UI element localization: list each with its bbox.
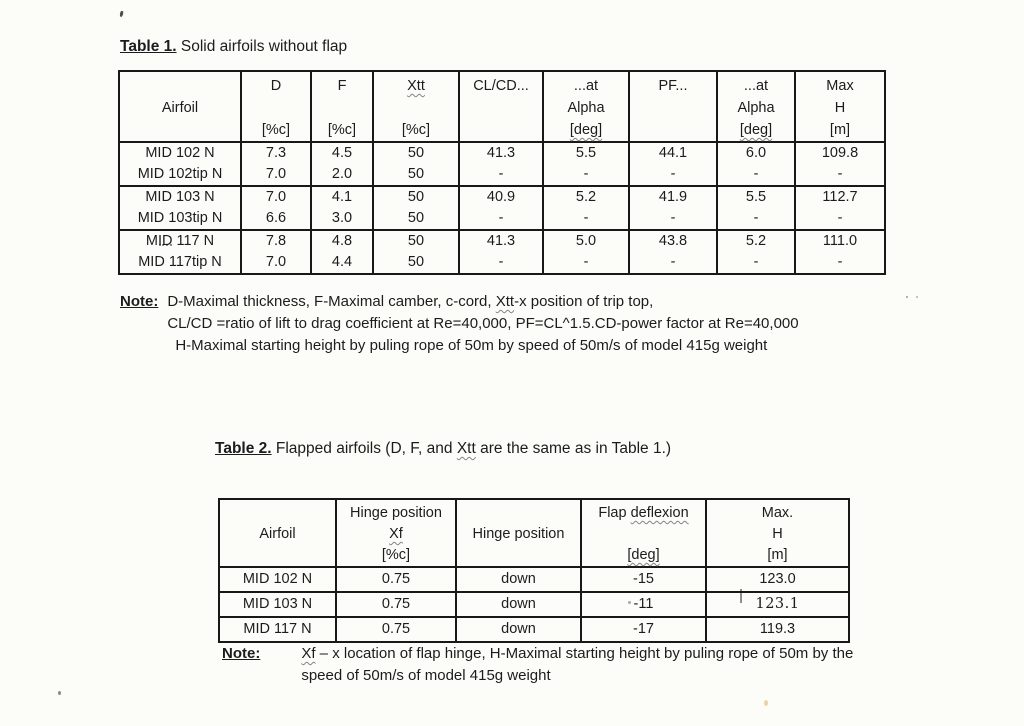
table1-caption: Solid airfoils without flap <box>176 38 348 55</box>
note1-text <box>167 291 798 357</box>
table1-group-102 <box>119 142 885 186</box>
column-header-airfoil: Airfoil <box>161 100 199 116</box>
table1-solid-airfoils <box>118 70 886 275</box>
table-cell: - <box>717 252 795 274</box>
table1-label: Table 1. <box>120 38 177 55</box>
table-cell: 43.8 <box>629 230 717 252</box>
table-cell: 44.1 <box>629 142 717 164</box>
table-cell: - <box>543 252 629 274</box>
note1-line-1: D-Maximal thickness, F-Maximal camber, c-cord, Xtt-x position of trip top, <box>167 293 654 310</box>
table-row <box>219 617 849 642</box>
table2-flapped-airfoils <box>218 498 850 643</box>
table-cell: 6.6 <box>241 208 311 230</box>
cell-airfoil: MID 102 N <box>145 145 215 161</box>
table-cell: 7.0 <box>241 164 311 186</box>
note2 <box>222 643 853 687</box>
cell-airfoil: MID 103 N <box>242 596 313 612</box>
table-cell: 5.2 <box>717 230 795 252</box>
table-cell: 3.0 <box>311 208 373 230</box>
table-cell: - <box>543 208 629 230</box>
table-cell: 2.0 <box>311 164 373 186</box>
cell-airfoil: MID 117 N <box>243 621 312 637</box>
cell-handwritten-correction: 123.1 <box>706 592 849 617</box>
table-cell: 50 <box>373 230 459 252</box>
table-cell: 7.0 <box>241 186 311 208</box>
table-cell: 7.0 <box>241 252 311 274</box>
table-cell: 109.8 <box>795 142 885 164</box>
note2-text <box>301 643 853 687</box>
column-header-hinge-position: Hinge position <box>456 499 581 567</box>
column-header-max-h: Max H [m] <box>795 71 885 142</box>
column-header-airfoil: Airfoil <box>259 526 296 542</box>
table-row <box>119 164 885 186</box>
table-cell: down <box>456 592 581 617</box>
table1-group-103 <box>119 186 885 230</box>
table-cell: 4.8 <box>311 230 373 252</box>
note2-line-1: Xf – x location of flap hinge, H-Maximal starting height by puling rope of 50m by the <box>301 645 854 662</box>
table-cell: - <box>459 252 543 274</box>
table-cell: -15 <box>581 567 706 592</box>
note2-label: Note: <box>222 645 261 662</box>
table-cell: - <box>543 164 629 186</box>
table-cell: 41.9 <box>629 186 717 208</box>
table-cell: - <box>717 208 795 230</box>
table-cell: - <box>795 252 885 274</box>
table-cell: 5.2 <box>543 186 629 208</box>
table-cell: - <box>629 164 717 186</box>
table-cell: 112.7 <box>795 186 885 208</box>
table-cell: 111.0 <box>795 230 885 252</box>
table-cell: 50 <box>373 208 459 230</box>
table-cell: -17 <box>581 617 706 642</box>
table-cell: - <box>795 208 885 230</box>
table-row <box>119 230 885 252</box>
column-header-hinge-xf: Hinge position Xf [%c] <box>336 499 456 567</box>
table-row <box>119 252 885 274</box>
scan-artifact-dots <box>905 295 921 299</box>
note1-label: Note: <box>120 293 159 310</box>
column-header-at-alpha-1: ...at Alpha [deg] <box>543 71 629 142</box>
note1 <box>120 291 799 357</box>
cell-airfoil: MID 103 N <box>145 189 215 205</box>
scan-artifact-speck <box>764 700 768 706</box>
table-cell: - <box>717 164 795 186</box>
table1-group-117 <box>119 230 885 274</box>
table-cell: down <box>456 567 581 592</box>
table-cell: 4.5 <box>311 142 373 164</box>
table-cell: - <box>459 164 543 186</box>
table1-title <box>120 38 347 56</box>
table2-title: Table 2. Flapped airfoils (D, F, and Xtt are the same as in Table 1.) <box>215 440 672 457</box>
table-cell: 6.0 <box>717 142 795 164</box>
table-cell: 50 <box>373 186 459 208</box>
table-cell: 5.5 <box>717 186 795 208</box>
scan-artifact-speck <box>58 691 61 695</box>
table-cell: 4.4 <box>311 252 373 274</box>
table-cell: 123.0 <box>706 567 849 592</box>
table-cell: 50 <box>373 142 459 164</box>
table-cell: - <box>795 164 885 186</box>
table-cell: 50 <box>373 252 459 274</box>
column-header-at-alpha-2: ...at Alpha [deg] <box>717 71 795 142</box>
table2-header <box>219 499 849 567</box>
cell-airfoil: MID 117tip N <box>138 254 222 270</box>
table1-header <box>119 71 885 142</box>
table-cell: 4.1 <box>311 186 373 208</box>
column-header-f: F [%c] <box>311 71 373 142</box>
note1-line-3: H-Maximal starting height by puling rope of 50m by speed of 50m/s of model 415g weight <box>175 337 768 354</box>
table-row <box>119 186 885 208</box>
column-header-xtt: Xtt [%c] <box>373 71 459 142</box>
table-cell: 7.8 <box>241 230 311 252</box>
column-header-clcd: CL/CD... <box>459 71 543 142</box>
column-header-pf: PF... <box>629 71 717 142</box>
table-cell: -11 <box>581 592 706 617</box>
table-cell: 119.3 <box>706 617 849 642</box>
table-cell: 5.0 <box>543 230 629 252</box>
cell-airfoil: MID 103tip N <box>137 210 223 226</box>
table-cell: 50 <box>373 164 459 186</box>
table-cell: 0.75 <box>336 567 456 592</box>
column-header-flap-deflexion: Flap deflexion [deg] <box>581 499 706 567</box>
table-row <box>119 208 885 230</box>
cell-airfoil: MID 102tip N <box>137 166 223 182</box>
table-cell: - <box>459 208 543 230</box>
table-cell: 41.3 <box>459 142 543 164</box>
table-cell: 7.3 <box>241 142 311 164</box>
table-cell: 0.75 <box>336 617 456 642</box>
table-cell: - <box>629 208 717 230</box>
table-cell: 5.5 <box>543 142 629 164</box>
column-header-max-h: Max. H [m] <box>706 499 849 567</box>
scan-artifact-mark <box>119 11 123 17</box>
table-row <box>119 142 885 164</box>
table-cell: 0.75 <box>336 592 456 617</box>
cell-airfoil: MID 117 N <box>145 233 215 249</box>
cell-airfoil: MID 102 N <box>242 571 313 587</box>
note1-line-2: CL/CD =ratio of lift to drag coefficient at Re=40,000, PF=CL^1.5.CD-power factor at Re=40,000 <box>167 315 799 332</box>
note2-line-2: speed of 50m/s of model 415g weight <box>301 667 551 684</box>
table-cell: 41.3 <box>459 230 543 252</box>
column-header-d: D [%c] <box>241 71 311 142</box>
table2-label: Table 2. <box>215 440 272 457</box>
table-cell: 40.9 <box>459 186 543 208</box>
table-row <box>219 592 849 617</box>
table-cell: - <box>629 252 717 274</box>
table-cell: down <box>456 617 581 642</box>
table-row <box>219 567 849 592</box>
